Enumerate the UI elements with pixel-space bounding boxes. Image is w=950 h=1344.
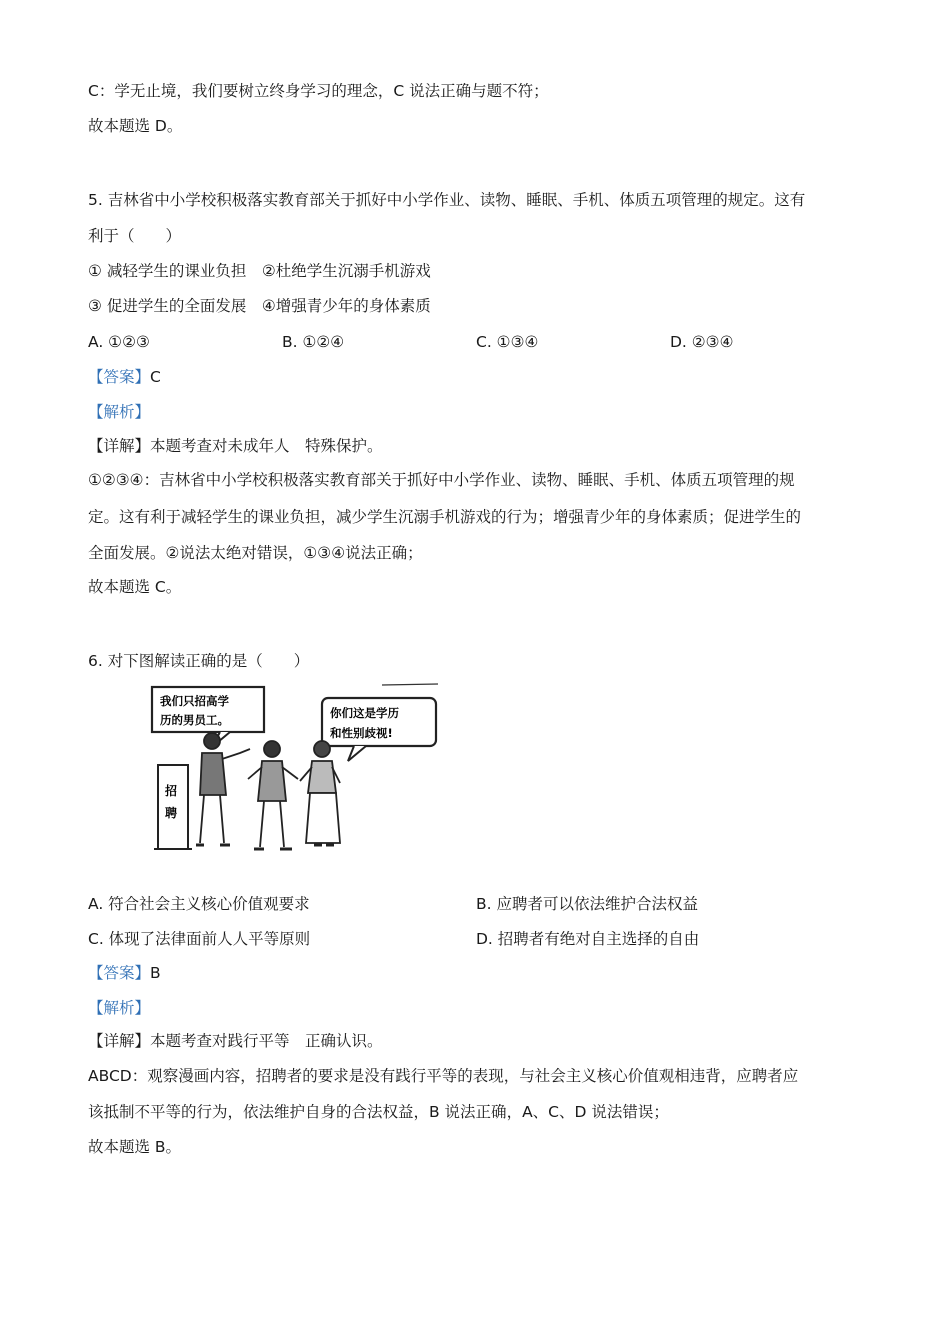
q6-option-c: C. 体现了法律面前人人平等原则	[88, 930, 311, 948]
q5-option-c: C. ①③④	[476, 333, 539, 351]
sign-char-2: 聘	[165, 806, 178, 820]
q5-stem-line2: 利于（ ）	[88, 227, 182, 245]
q6-answer: B	[150, 964, 161, 982]
female-applicant-figure	[300, 741, 340, 845]
q5-answer-tag: 【答案】	[88, 368, 151, 386]
prev-c-line: C：学无止境，我们要树立终身学习的理念，C 说法正确与题不符；	[88, 82, 549, 100]
recruiter-figure	[196, 733, 250, 845]
q5-option-d: D. ②③④	[670, 333, 734, 351]
q6-detail-intro-line	[88, 1030, 383, 1052]
q6-option-d: D. 招聘者有绝对自主选择的自由	[476, 930, 700, 948]
q6-detail-tag: 【详解】	[88, 1032, 151, 1050]
q5-option-a: A. ①②③	[88, 333, 150, 351]
bubble-right-line2: 和性别歧视!	[330, 726, 393, 740]
recruitment-sign	[154, 765, 192, 849]
q6-cartoon	[150, 683, 440, 861]
q6-detail-line1: ABCD：观察漫画内容，招聘者的要求是没有践行平等的表现，与社会主义核心价值观相违背，应聘者应	[88, 1067, 799, 1085]
q6-answer-line	[88, 962, 161, 984]
q5-detail-line2: 定。这有利于减轻学生的课业负担，减少学生沉溺手机游戏的行为；增强青少年的身体素质；促进学生的	[88, 508, 802, 526]
bubble-left-line1: 我们只招高学	[160, 694, 229, 708]
q5-detail-line1: ①②③④：吉林省中小学校积极落实教育部关于抓好中小学作业、读物、睡眠、手机、体质五项管理的规	[88, 471, 795, 489]
sign-char-1: 招	[165, 784, 178, 798]
q5-analysis-line	[88, 401, 150, 423]
q5-detail-tag: 【详解】	[88, 437, 151, 455]
q5-answer: C	[150, 368, 161, 386]
q6-option-b: B. 应聘者可以依法维护合法权益	[476, 895, 698, 913]
q6-detail-intro: 本题考查对践行平等 正确认识。	[150, 1032, 383, 1050]
q6-conclusion: 故本题选 B。	[88, 1138, 182, 1156]
q5-answer-line	[88, 366, 161, 388]
q5-items-line2: ③ 促进学生的全面发展 ④增强青少年的身体素质	[88, 297, 431, 315]
q6-answer-tag: 【答案】	[88, 964, 151, 982]
bubble-right-line1: 你们这是学历	[330, 706, 399, 720]
q5-detail-intro: 本题考查对未成年人 特殊保护。	[150, 437, 383, 455]
q5-analysis-tag: 【解析】	[88, 403, 151, 421]
q5-detail-line3: 全面发展。②说法太绝对错误，①③④说法正确；	[88, 544, 423, 562]
q5-stem-line1: 5. 吉林省中小学校积极落实教育部关于抓好中小学作业、读物、睡眠、手机、体质五项管理的规定。这有	[88, 191, 806, 209]
q5-items-line1: ① 减轻学生的课业负担 ②杜绝学生沉溺手机游戏	[88, 262, 431, 280]
prev-conclusion: 故本题选 D。	[88, 117, 183, 135]
q6-stem: 6. 对下图解读正确的是（ ）	[88, 652, 310, 670]
q5-option-b: B. ①②④	[282, 333, 345, 351]
male-applicant-figure	[248, 741, 298, 849]
speech-bubble-right	[322, 698, 436, 761]
q5-detail-intro-line	[88, 435, 383, 457]
q5-conclusion: 故本题选 C。	[88, 578, 182, 596]
q6-analysis-tag: 【解析】	[88, 999, 151, 1017]
q6-detail-line2: 该抵制不平等的行为，依法维护自身的合法权益，B 说法正确，A、C、D 说法错误；	[88, 1103, 669, 1121]
bubble-left-line2: 历的男员工。	[160, 713, 229, 727]
q6-option-a: A. 符合社会主义核心价值观要求	[88, 895, 310, 913]
q6-analysis-line	[88, 997, 150, 1019]
